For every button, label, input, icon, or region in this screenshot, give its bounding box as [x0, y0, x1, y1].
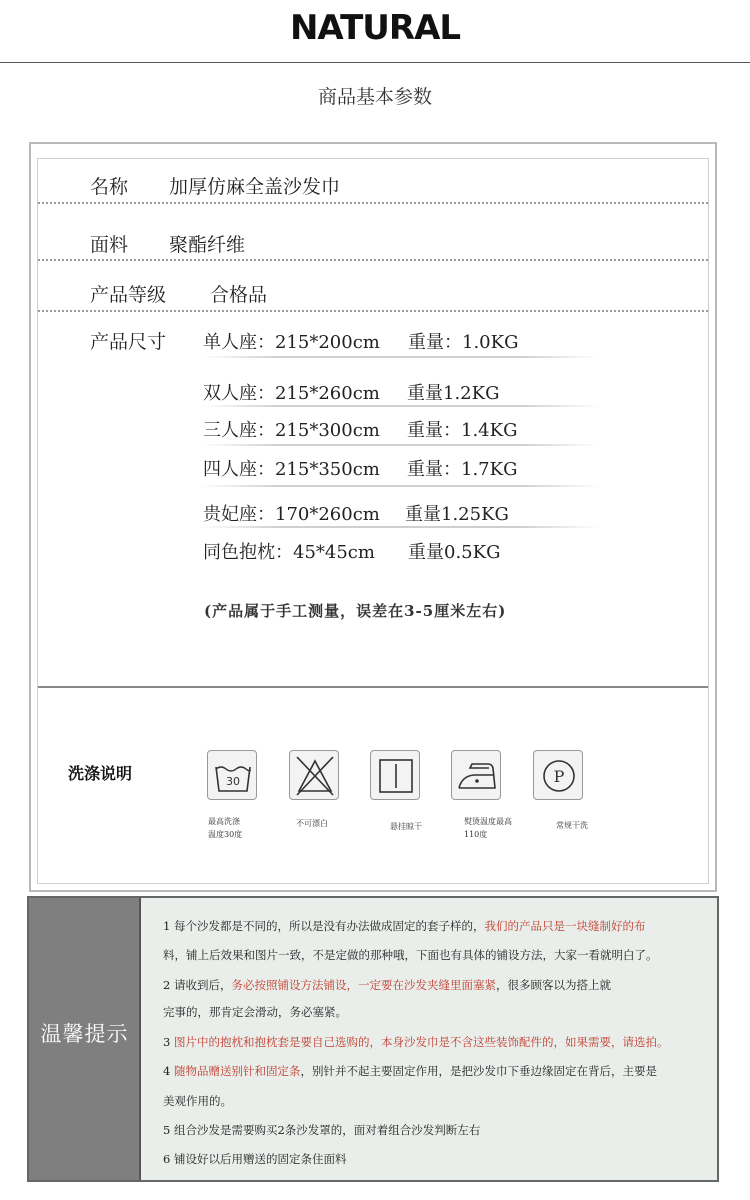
tip-line	[163, 1034, 668, 1050]
care-label-line: 不可漂白	[296, 819, 328, 828]
tip-text: 2 请收到后，	[163, 978, 232, 992]
size-weight-double: 重量1.2KG	[407, 383, 500, 404]
wash-30-icon	[207, 750, 257, 800]
size-seat-double: 双人座：215*260cm	[203, 383, 380, 404]
size-row-divider	[200, 405, 600, 407]
care-label-line: 常规干洗	[556, 821, 588, 830]
size-row-divider	[200, 356, 600, 358]
care-label-hang	[390, 820, 422, 833]
hang-dry-icon	[370, 750, 420, 800]
tip-text: ，很多顾客以为搭上就	[495, 978, 611, 992]
size-seat-single: 单人座：215*200cm	[203, 332, 380, 353]
size-row-divider	[200, 526, 600, 528]
measurement-note: (产品属于手工测量，误差在3-5厘米左右)	[204, 602, 507, 620]
tip-text: 美观作用的。	[163, 1094, 232, 1108]
tip-line	[163, 1093, 232, 1109]
size-weight-single: 重量：1.0KG	[408, 332, 519, 353]
tip-line	[163, 1151, 346, 1167]
tip-highlight: 随物品赠送别针和固定条	[173, 1064, 301, 1078]
tip-text: 完事的，那肯定会滑动，务必塞紧。	[163, 1005, 347, 1019]
tip-text: 1 每个沙发都是不同的，所以是没有办法做成固定的套子样的，	[163, 919, 485, 933]
tip-highlight: 图片中的抱枕和抱枕套是要自己选购的，本身沙发巾是不含这些装饰配件的，如果需要，请选拍。	[173, 1035, 669, 1049]
size-seat-four: 四人座：215*350cm	[203, 459, 380, 480]
care-label-iron	[464, 815, 512, 841]
tip-text: 3	[163, 1035, 174, 1049]
care-label-line: 温度30度	[208, 830, 243, 839]
tip-highlight: 务必按照铺设方法铺设，一定要在沙发夹缝里面塞紧	[231, 978, 496, 992]
tip-line	[163, 1004, 347, 1020]
tip-line	[163, 1122, 480, 1138]
size-seat-triple: 三人座：215*300cm	[203, 420, 380, 441]
tip-line	[163, 1063, 657, 1079]
tips-title: 温馨提示	[40, 1022, 129, 1046]
size-weight-four: 重量：1.7KG	[407, 459, 518, 480]
iron-icon	[451, 750, 501, 800]
tip-line	[163, 977, 611, 993]
care-label-dryclean	[556, 819, 588, 832]
dry-clean-p-icon	[533, 750, 583, 800]
section-subtitle: 商品基本参数	[317, 86, 432, 108]
care-label-bleach	[296, 817, 328, 830]
tip-text: 5 组合沙发是需要购买2条沙发罩的，面对着组合沙发判断左右	[163, 1123, 481, 1137]
no-bleach-icon	[289, 750, 339, 800]
care-label-line: 悬挂晾干	[390, 822, 422, 831]
fabric-label: 面料	[90, 234, 129, 256]
grade-value: 合格品	[210, 284, 268, 306]
row-divider	[38, 310, 708, 312]
tip-highlight: 我们的产品只是一块缝制好的布	[484, 919, 646, 933]
care-label-line: 最高洗涤	[208, 817, 240, 826]
tip-text: ，别针并不起主要固定作用，是把沙发巾下垂边缘固定在背后，主要是	[300, 1064, 657, 1078]
care-label-line: 熨烫温度最高	[464, 817, 512, 826]
size-weight-triple: 重量：1.4KG	[407, 420, 518, 441]
fabric-value: 聚酯纤维	[169, 234, 246, 256]
grade-label: 产品等级	[90, 284, 167, 306]
tip-text: 6 铺设好以后用赠送的固定条住面料	[163, 1152, 347, 1166]
name-label: 名称	[90, 176, 129, 198]
row-divider	[38, 202, 708, 204]
tip-line	[163, 947, 658, 963]
size-row-divider	[200, 485, 600, 487]
tip-text: 料，铺上后效果和图片一致，不是定做的那种哦，下面也有具体的铺设方法，大家一看就明白了。	[163, 948, 658, 962]
care-label-line: 110度	[464, 830, 488, 839]
size-seat-pillow: 同色抱枕：45*45cm	[203, 542, 375, 563]
care-label-wash	[208, 815, 242, 841]
size-seat-chaise: 贵妃座：170*260cm	[203, 504, 380, 525]
tip-text: 4	[163, 1064, 174, 1078]
size-weight-chaise: 重量1.25KG	[405, 504, 509, 525]
tip-line	[163, 918, 645, 934]
wash-temp-text: 30	[226, 775, 240, 788]
care-title: 洗涤说明	[68, 764, 133, 783]
dry-clean-symbol: P	[553, 767, 565, 786]
row-divider	[38, 259, 708, 261]
section-separator	[38, 686, 708, 688]
name-value: 加厚仿麻全盖沙发巾	[169, 176, 341, 198]
header-divider	[0, 62, 750, 63]
size-row-divider	[200, 444, 600, 446]
brand-title: NATURAL	[289, 8, 461, 48]
size-label: 产品尺寸	[90, 331, 167, 353]
size-weight-pillow: 重量0.5KG	[408, 542, 501, 563]
